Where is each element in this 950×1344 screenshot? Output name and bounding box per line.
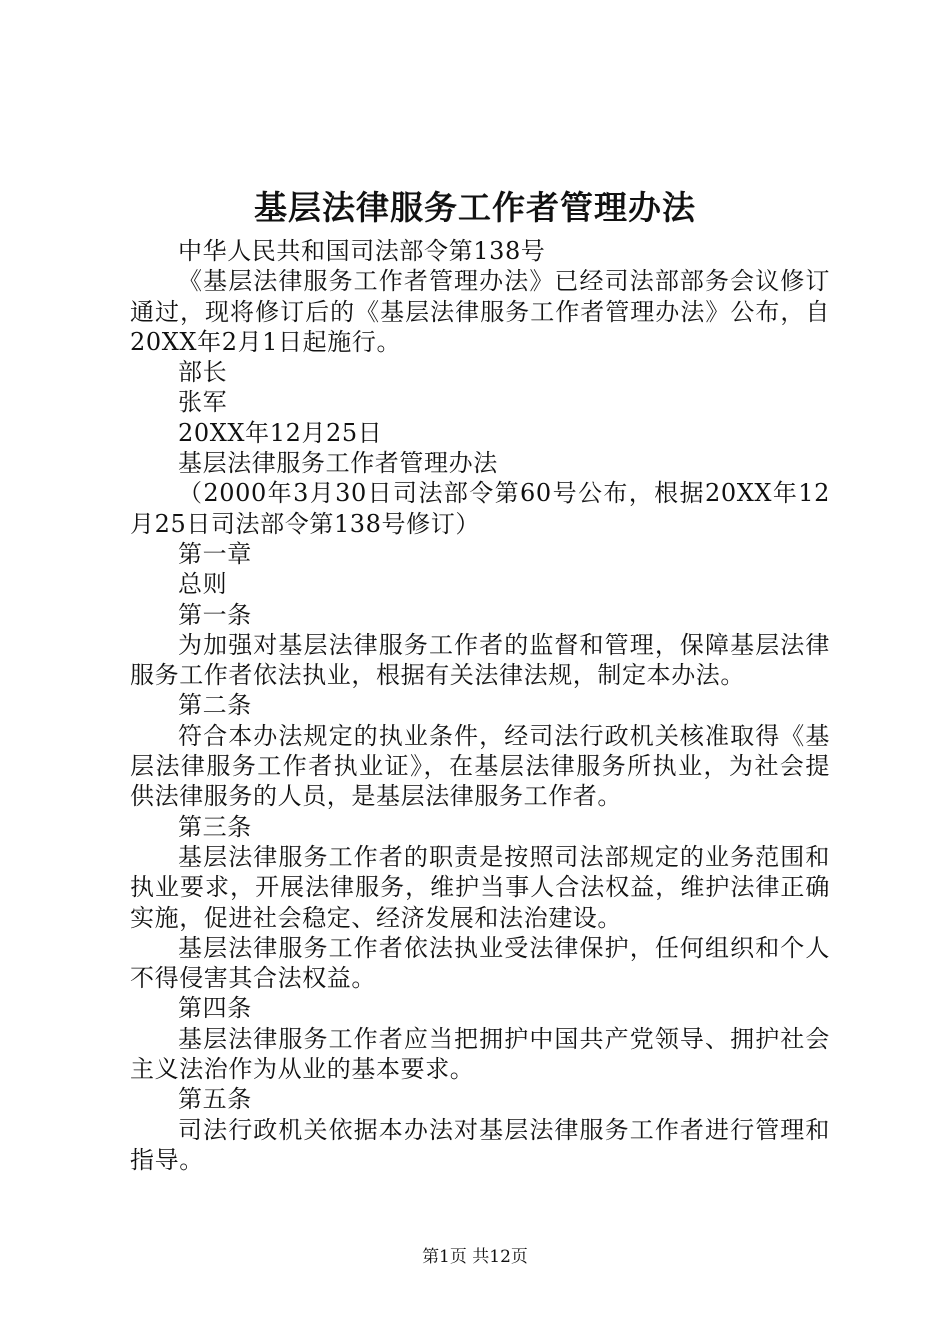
document-body [130, 236, 830, 1175]
article-heading: 第五条 [178, 1085, 252, 1114]
decree-number: 中华人民共和国司法部令第138号 [178, 237, 546, 265]
regulation-title: 基层法律服务工作者管理办法 [178, 449, 498, 478]
chapter-heading: 第一章 [178, 539, 252, 568]
signing-date: 20XX年12月25日 [178, 418, 383, 447]
article-text: 司法行政机关依据本办法对基层法律服务工作者进行管理和指导。 [130, 1115, 830, 1174]
article-heading: 第一条 [178, 600, 252, 629]
page-number: 第1页 共12页 [422, 1247, 528, 1267]
article-text: 基层法律服务工作者依法执业受法律保护，任何组织和个人不得侵害其合法权益。 [130, 933, 830, 993]
article-heading: 第四条 [178, 994, 252, 1023]
signatory-name: 张军 [178, 388, 228, 417]
announcement-paragraph: 《基层法律服务工作者管理办法》已经司法部部务会议修订通过，现将修订后的《基层法律服务工作者管理办法》公布，自20XX年2月1日起施行。 [130, 267, 830, 356]
chapter-title: 总则 [178, 570, 228, 599]
revision-note: （2000年3月30日司法部令第60号公布，根据20XX年12月25日司法部令第138号修订） [130, 479, 830, 538]
signatory-title: 部长 [178, 358, 228, 387]
article-text: 符合本办法规定的执业条件，经司法行政机关核准取得《基层法律服务工作者执业证》，在基层法律服务所执业，为社会提供法律服务的人员，是基层法律服务工作者。 [130, 721, 830, 811]
article-text: 为加强对基层法律服务工作者的监督和管理，保障基层法律服务工作者依法执业，根据有关法律法规，制定本办法。 [130, 630, 830, 690]
article-text: 基层法律服务工作者的职责是按照司法部规定的业务范围和执业要求，开展法律服务，维护当事人合法权益，维护法律正确实施，促进社会稳定、经济发展和法治建设。 [130, 842, 830, 932]
article-heading: 第二条 [178, 691, 252, 720]
article-text: 基层法律服务工作者应当把拥护中国共产党领导、拥护社会主义法治作为从业的基本要求。 [130, 1024, 830, 1084]
document-title: 基层法律服务工作者管理办法 [254, 188, 696, 227]
article-heading: 第三条 [178, 812, 252, 841]
